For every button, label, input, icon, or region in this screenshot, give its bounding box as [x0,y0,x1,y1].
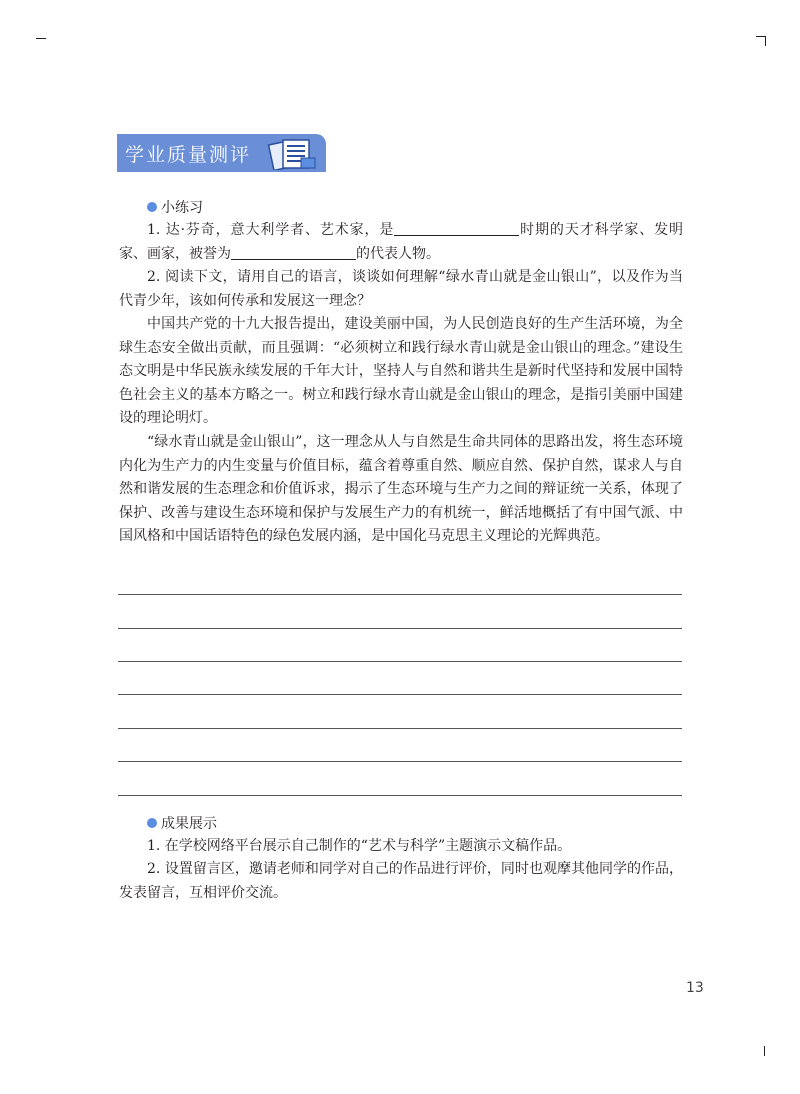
question-1-part1: 1. 达·芬奇，意大利学者、艺术家，是 [147,222,395,238]
question-1-part3: 的代表人物。 [356,245,440,262]
answer-blank-era[interactable] [394,219,519,236]
crop-mark-bottom-right [764,1046,765,1056]
answer-line[interactable] [118,761,682,762]
question-1 [119,219,683,266]
crop-mark-top-left [36,38,46,39]
passage-paragraph-1: 中国共产党的十九大报告提出，建设美丽中国，为人民创造良好的生产生活环境，为全球生态安全做出贡献，而且强调：“必须树立和践行绿水青山就是金山银山的理念。”建设生态文明是中华民族永续发展的千年大计，坚持人与自然和谐共生是新时代坚持和发展中国特色社会主义的基本方略之一。树立和践行绿水青山就是金山银山的理念，是指引美丽中国建设的理论明灯。 [119,316,683,426]
document-icon [263,136,321,170]
question-1-part2: 时期的天才科学家、发明家、画家，被誉为 [119,222,683,262]
page-number: 13 [686,980,704,996]
section-banner [117,134,326,172]
passage-paragraph-2: “绿水青山就是金山银山”，这一理念从人与自然是生命共同体的思路出发，将生态环境内化为生产力的内生变量与价值目标，蕴含着尊重自然、顺应自然、保护自然，谋求人与自然和谐发展的生态理念和价值诉求，揭示了生态环境与生产力之间的辩证统一关系，体现了保护、改善与建设生态环境和保护与发展生产力的有机统一，鲜活地概括了有中国气派、中国风格和中国话语特色的绿色发展内涵，是中国化马克思主义理论的光辉典范。 [119,434,683,544]
answer-line[interactable] [118,694,682,695]
answer-line[interactable] [118,594,682,595]
crop-mark-top-right-vertical [765,36,766,46]
answer-line[interactable] [118,661,682,662]
answer-line[interactable] [118,628,682,629]
answer-line[interactable] [118,728,682,729]
showcase-item-2: 2. 设置留言区，邀请老师和同学对自己的作品进行评价，同时也观摩其他同学的作品，发表留言，互相评价交流。 [119,861,683,901]
answer-blank-title[interactable] [231,243,356,260]
showcase-item-1: 1. 在学校网络平台展示自己制作的“艺术与科学”主题演示文稿作品。 [147,838,572,854]
answer-line[interactable] [118,795,682,796]
question-2: 2. 阅读下文，请用自己的语言，谈谈如何理解“绿水青山就是金山银山”，以及作为当代青少年，该如何传承和发展这一理念？ [119,269,683,309]
bullet-dot-icon [147,202,157,212]
practice-heading [147,197,203,217]
showcase-heading [147,813,217,833]
section-title: 学业质量测评 [125,144,252,166]
showcase-heading-text: 成果展示 [161,816,217,832]
bullet-dot-icon [147,818,157,828]
practice-heading-text: 小练习 [161,200,203,216]
